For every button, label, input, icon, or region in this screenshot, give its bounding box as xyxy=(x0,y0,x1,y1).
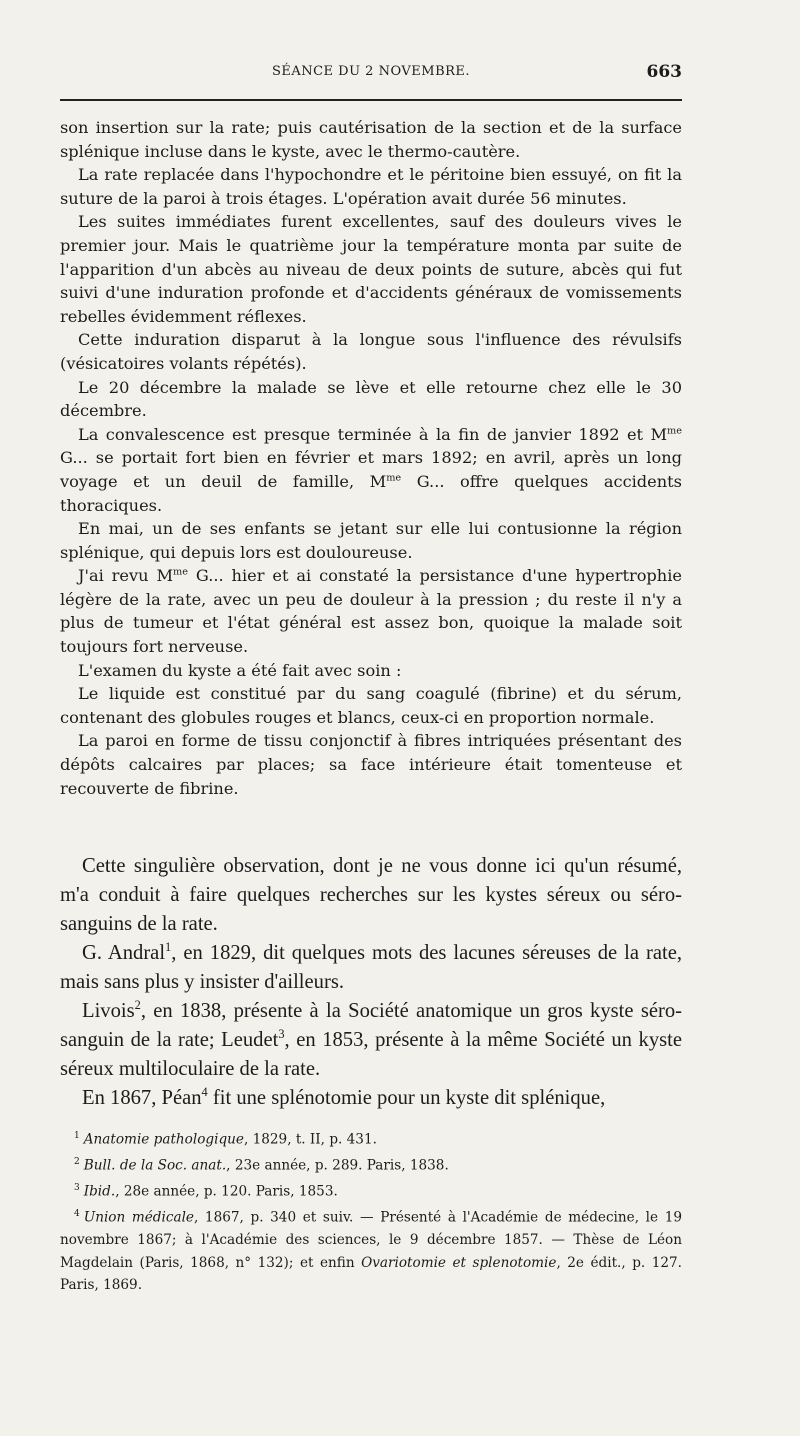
paragraph: Les suites immédiates furent excellentes, sauf des douleurs vives le premier jour. Mais le quatrième jour la température monta par suite de l'apparition d'un abcès au niveau de deux points de suture, abcès qui fut suivi d'une induration profonde et d'accidents généraux de vomissements rebelles évidemment réflexes. xyxy=(60,212,682,326)
footnote-title: Anatomie pathologique xyxy=(83,1131,244,1148)
footnote xyxy=(60,1151,682,1177)
footnote-ref[interactable]: 2 xyxy=(134,998,141,1013)
paragraph: Cette singulière observation, dont je ne vous donne ici qu'un résumé, m'a conduit à faire quelques recherches sur les kystes séreux ou séro-sanguins de la rate. xyxy=(60,855,682,935)
text-run: G. Andral xyxy=(82,942,166,964)
footnote-ref[interactable]: 3 xyxy=(278,1027,285,1042)
superscript: me xyxy=(386,472,402,484)
paragraph xyxy=(60,564,682,658)
page-header xyxy=(60,64,682,88)
paragraph: La rate replacée dans l'hypochondre et le péritoine bien essuyé, on fit la suture de la paroi à trois étages. L'opération avait durée 56 minutes. xyxy=(60,165,682,208)
paragraph xyxy=(60,939,682,997)
footnote-title: Bull. de la Soc. anat. xyxy=(83,1157,227,1174)
footnote-ref[interactable]: 1 xyxy=(165,940,172,955)
footnote-title: Ovariotomie et splenotomie xyxy=(361,1254,557,1271)
footnote-number: 4 xyxy=(74,1209,80,1220)
text-run: , en 1853, présente à la même Société un kyste séreux multiloculaire de la rate. xyxy=(60,1029,682,1080)
text-run: G... offre quelques accidents thoraciques. xyxy=(60,471,682,515)
paragraph: Le liquide est constitué par du sang coagulé (fibrine) et du sérum, contenant des globules rouges et blancs, ceux-ci en proportion normale. xyxy=(60,684,682,727)
footnote-ref[interactable]: 4 xyxy=(201,1085,208,1100)
paragraph: En mai, un de ses enfants se jetant sur elle lui contusionne la région splénique, qui depuis lors est douloureuse. xyxy=(60,519,682,562)
superscript: me xyxy=(173,566,188,578)
paragraph xyxy=(60,997,682,1084)
footnote-number: 3 xyxy=(74,1183,80,1194)
paragraph: son insertion sur la rate; puis cautérisation de la section et de la surface splénique incluse dans le kyste, avec le thermo-cautère. xyxy=(60,118,682,161)
case-report-text xyxy=(60,116,682,800)
text-run: J'ai revu M xyxy=(78,566,174,586)
text-run: G... hier et ai constaté la persistance d'une hypertrophie légère de la rate, avec un peu de douleur à la pression ; du reste il n'y a plus de tumeur et l'état général est assez bon, quoique la malade soit toujours fort nerveuse. xyxy=(60,566,682,657)
text-run: G... se portait fort bien en février et mars 1892; en avril, après un long voyage et un deuil de famille, M xyxy=(60,448,682,491)
paragraph: L'examen du kyste a été fait avec soin : xyxy=(78,660,402,680)
footnote-text: , 1829, t. II, p. 431. xyxy=(243,1131,377,1148)
paragraph: La paroi en forme de tissu conjonctif à fibres intriquées présentant des dépôts calcaires par places; sa face intérieure était tomenteuse et recouverte de fibrine. xyxy=(60,731,682,798)
text-run: Livois xyxy=(82,1000,135,1022)
paragraph xyxy=(60,1084,682,1113)
text-run: La convalescence est presque terminée à la fin de janvier 1892 et M xyxy=(78,424,668,444)
superscript: me xyxy=(667,425,682,437)
footnote-title: Ibid. xyxy=(83,1183,116,1200)
paragraph xyxy=(60,423,682,517)
text-run: , en 1838, présente à la Société anatomique un gros kyste séro-sanguin de la rate; Leudet xyxy=(60,1000,682,1051)
text-run: En 1867, Péan xyxy=(82,1087,202,1109)
commentary-text xyxy=(60,852,682,1113)
running-head: SÉANCE DU 2 NOVEMBRE. xyxy=(271,64,471,79)
footnote-text: , 23e année, p. 289. Paris, 1838. xyxy=(226,1157,449,1174)
footnotes xyxy=(60,1125,682,1297)
paragraph: Le 20 décembre la malade se lève et elle retourne chez elle le 30 décembre. xyxy=(60,377,682,421)
footnote-text: , 1867, p. 340 et suiv. — Présenté à l'Académie de médecine, le 19 novembre 1867; à l'Académie des sciences, le 9 décembre 1857. — Thèse de Léon Magdelain (Paris, 1868, n° 132); et enfin xyxy=(60,1209,682,1271)
footnote xyxy=(60,1177,682,1203)
text-run: , en 1829, dit quelques mots des lacunes séreuses de la rate, mais sans plus y insister d'ailleurs. xyxy=(60,942,682,993)
text-run: fit une splénotomie pour un kyste dit splénique, xyxy=(207,1087,606,1109)
footnote-number: 1 xyxy=(74,1131,80,1141)
paragraph: Cette induration disparut à la longue sous l'influence des révulsifs (vésicatoires volants répétés). xyxy=(60,330,682,373)
footnote-title: Union médicale xyxy=(83,1209,194,1226)
footnote-number: 2 xyxy=(74,1157,80,1168)
footnote xyxy=(60,1203,682,1297)
page-number: 663 xyxy=(646,62,682,82)
header-rule xyxy=(60,99,682,101)
footnote xyxy=(60,1125,682,1151)
footnote-text: , 28e année, p. 120. Paris, 1853. xyxy=(115,1183,338,1200)
footnote-text: , 2e édit., p. 127. Paris, 1869. xyxy=(60,1254,682,1294)
